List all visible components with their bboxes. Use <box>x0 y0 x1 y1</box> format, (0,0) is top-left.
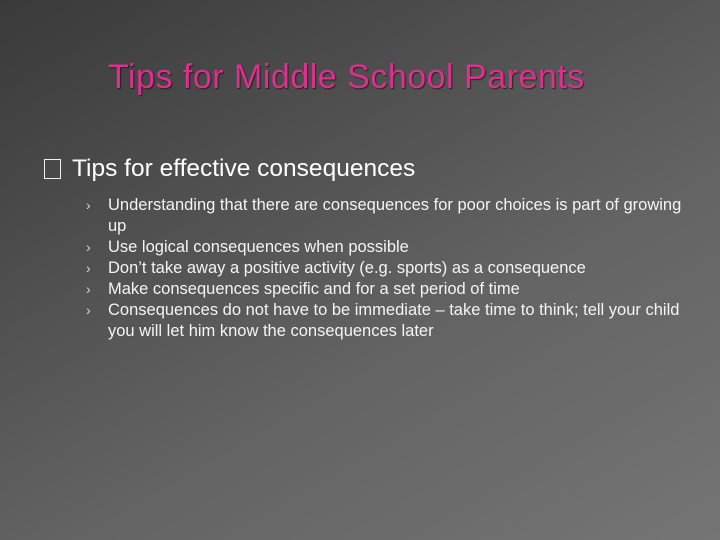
list-item <box>86 300 696 342</box>
main-bullet-label: Tips for effective consequences <box>72 155 416 182</box>
chevron-right-icon: › <box>86 260 91 276</box>
slide-title: Tips for Middle School Parents <box>108 58 585 96</box>
list-item <box>86 258 696 279</box>
list-item-text: Use logical consequences when possible <box>108 238 409 256</box>
list-item <box>86 195 696 237</box>
sub-bullet-list <box>86 195 696 342</box>
list-item-text: Understanding that there are consequences for poor choices is part of growing up <box>108 196 682 235</box>
chevron-right-icon: › <box>86 197 91 213</box>
list-item-text: Make consequences specific and for a set period of time <box>108 280 520 298</box>
main-bullet <box>44 155 684 183</box>
checkbox-square-icon <box>44 159 61 179</box>
chevron-right-icon: › <box>86 281 91 297</box>
list-item-text: Consequences do not have to be immediate – take time to think; tell your child you will let him know the consequences later <box>108 301 680 340</box>
chevron-right-icon: › <box>86 302 91 318</box>
list-item <box>86 237 696 258</box>
list-item <box>86 279 696 300</box>
list-item-text: Don’t take away a positive activity (e.g. sports) as a consequence <box>108 259 586 277</box>
chevron-right-icon: › <box>86 239 91 255</box>
